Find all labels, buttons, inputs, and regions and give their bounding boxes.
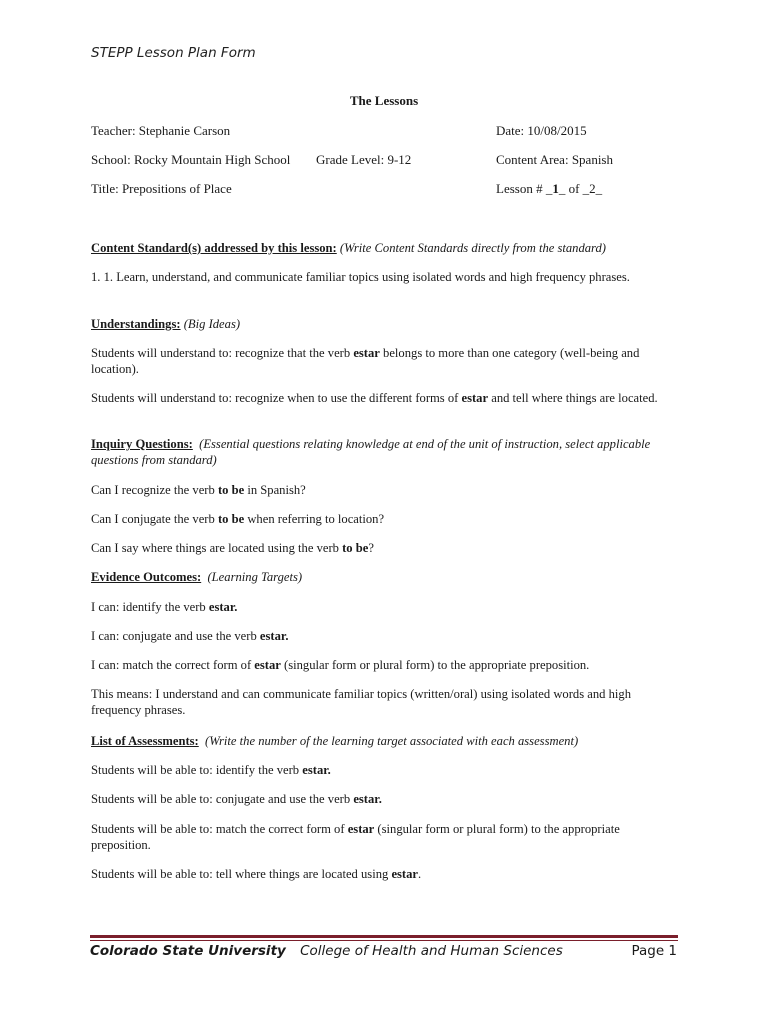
understanding-text: Students will understand to: recognize that the verb bbox=[91, 346, 354, 360]
question-text: Can I say where things are located using the verb bbox=[91, 541, 343, 555]
learning-target bbox=[91, 657, 681, 673]
form-title: STEPP Lesson Plan Form bbox=[91, 45, 256, 61]
assessment-item bbox=[91, 821, 681, 853]
inquiry-heading: Inquiry Questions: bbox=[91, 437, 193, 451]
learning-target-meaning: This means: I understand and can communicate familiar topics (written/oral) using isolated words and high frequency phrases. bbox=[91, 687, 631, 717]
assessment-keyword: estar. bbox=[353, 792, 382, 806]
inquiry-question bbox=[91, 511, 681, 527]
understanding-item bbox=[91, 345, 681, 377]
assessment-keyword: estar. bbox=[302, 763, 331, 777]
content-standard-heading-line bbox=[91, 240, 681, 256]
footer-institution bbox=[90, 943, 563, 959]
grade-level-field: Grade Level: 9-12 bbox=[316, 152, 412, 167]
assessment-text: Students will be able to: tell where things are located using bbox=[91, 867, 392, 881]
learning-target bbox=[91, 599, 681, 615]
target-keyword: estar. bbox=[259, 629, 289, 643]
target-text: I can: identify the verb bbox=[91, 600, 209, 614]
assessment-text: . bbox=[418, 867, 422, 881]
document-title: The Lessons bbox=[349, 93, 419, 108]
lesson-prefix: Lesson # _ bbox=[496, 181, 553, 196]
assessment-text: (singular form or plural form) to the appropriate preposition. bbox=[91, 822, 620, 852]
date-field: Date: 10/08/2015 bbox=[496, 123, 587, 138]
understandings-note: (Big Ideas) bbox=[183, 317, 241, 331]
target-text: I can: conjugate and use the verb bbox=[91, 629, 260, 643]
understanding-item bbox=[91, 390, 681, 406]
question-keyword: to be bbox=[217, 483, 245, 497]
learning-target bbox=[91, 628, 681, 644]
target-keyword: estar. bbox=[208, 600, 238, 614]
assessment-keyword: estar bbox=[391, 867, 419, 881]
footer-rule-thin bbox=[90, 940, 678, 941]
inquiry-note: (Essential questions relating knowledge at end of the unit of instruction, select applicable questions from standard) bbox=[91, 437, 651, 467]
lesson-number-field bbox=[496, 181, 602, 197]
understandings-heading-line bbox=[91, 316, 681, 332]
assessments-heading: List of Assessments: bbox=[91, 734, 199, 748]
assessment-keyword: estar bbox=[347, 822, 375, 836]
lesson-title-field: Title: Prepositions of Place bbox=[91, 181, 232, 196]
content-standard-text: 1. 1. Learn, understand, and communicate familiar topics using isolated words and high frequency phrases. bbox=[91, 270, 630, 284]
inquiry-question bbox=[91, 482, 681, 498]
understanding-text: Students will understand to: recognize when to use the different forms of bbox=[91, 391, 462, 405]
assessments-note: (Write the number of the learning target associated with each assessment) bbox=[205, 734, 579, 748]
target-keyword: estar bbox=[254, 658, 281, 672]
question-text: when referring to location? bbox=[244, 512, 385, 526]
target-text: (singular form or plural form) to the appropriate preposition. bbox=[280, 658, 590, 672]
lesson-number: 1 bbox=[552, 181, 559, 196]
question-text: Can I recognize the verb bbox=[91, 483, 218, 497]
target-text: I can: match the correct form of bbox=[91, 658, 255, 672]
content-standard-note: (Write Content Standards directly from the standard) bbox=[339, 241, 606, 255]
evidence-heading: Evidence Outcomes: bbox=[91, 570, 202, 584]
footer-college: College of Health and Human Sciences bbox=[300, 943, 563, 959]
inquiry-question bbox=[91, 540, 681, 556]
content-standard-heading: Content Standard(s) addressed by this lesson: bbox=[91, 241, 337, 255]
evidence-note: (Learning Targets) bbox=[207, 570, 303, 584]
assessment-item bbox=[91, 866, 681, 882]
page-number: Page 1 bbox=[631, 943, 677, 959]
assessments-heading-line bbox=[91, 733, 681, 749]
assessment-text: Students will be able to: match the correct form of bbox=[91, 822, 348, 836]
question-keyword: to be bbox=[342, 541, 369, 555]
evidence-heading-line bbox=[91, 569, 681, 585]
teacher-field: Teacher: Stephanie Carson bbox=[91, 123, 231, 138]
inquiry-heading-line bbox=[91, 436, 681, 468]
question-text: ? bbox=[368, 541, 374, 555]
school-field: School: Rocky Mountain High School bbox=[91, 152, 291, 167]
assessment-item bbox=[91, 762, 681, 778]
content-area-field: Content Area: Spanish bbox=[496, 152, 613, 167]
question-keyword: to be bbox=[217, 512, 245, 526]
assessment-text: Students will be able to: identify the verb bbox=[91, 763, 303, 777]
understandings-heading: Understandings: bbox=[91, 317, 181, 331]
lesson-of-total: _ of _2_ bbox=[558, 181, 603, 196]
understanding-keyword: estar bbox=[353, 346, 380, 360]
footer-rule-thick bbox=[90, 935, 678, 938]
footer-university: Colorado State University bbox=[90, 943, 286, 959]
assessment-item bbox=[91, 791, 681, 807]
assessment-text: Students will be able to: conjugate and use the verb bbox=[91, 792, 354, 806]
understanding-text: and tell where things are located. bbox=[488, 391, 658, 405]
understanding-keyword: estar bbox=[461, 391, 489, 405]
question-text: Can I conjugate the verb bbox=[91, 512, 218, 526]
question-text: in Spanish? bbox=[244, 483, 306, 497]
understanding-text: belongs to more than one category (well-being and location). bbox=[91, 346, 640, 376]
